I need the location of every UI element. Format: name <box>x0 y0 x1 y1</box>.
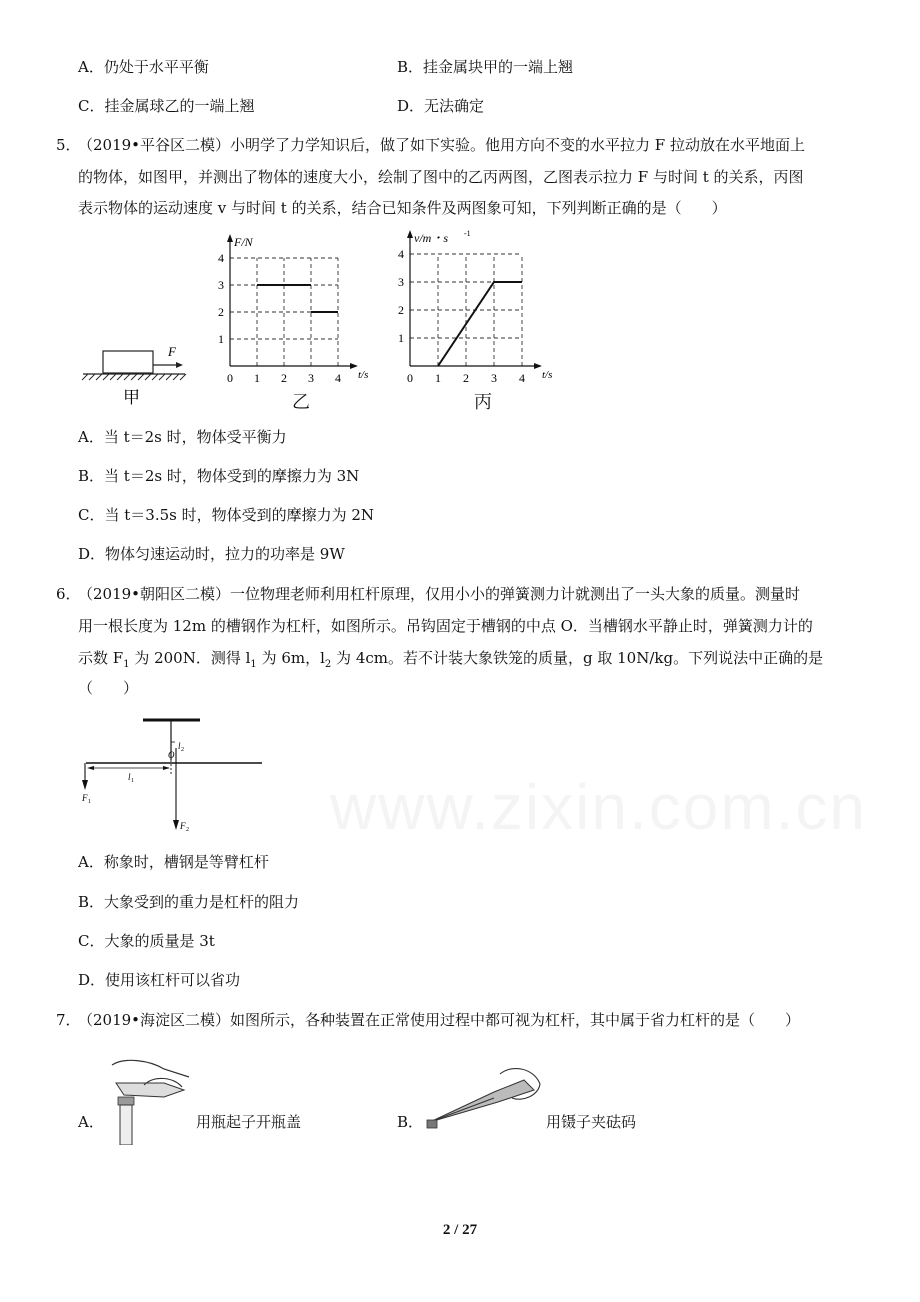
q6-stem-line1: （2019•朝阳区二模）一位物理老师利用杠杆原理，仅用小小的弹簧测力计就测出了一头大象的质量。测量时 <box>78 585 801 603</box>
q7-number: 7． <box>56 1011 81 1029</box>
q4-option-c: C．挂金属球乙的一端上翘 <box>78 97 255 115</box>
bottle-opener-illustration <box>104 1055 194 1145</box>
q5-number: 5． <box>56 136 81 154</box>
q6-option-b: B．大象受到的重力是杠杆的阻力 <box>78 893 300 911</box>
y-tick-label: 4 <box>218 251 224 265</box>
y-tick-label: 2 <box>398 303 404 317</box>
y-axis-arrow <box>227 234 233 242</box>
q7-option-b-letter: B． <box>397 1113 424 1131</box>
y-axis-label: v/m・s <box>414 231 448 245</box>
x-axis-arrow <box>350 363 358 369</box>
y-tick-label: 1 <box>398 331 404 345</box>
svg-text:1: 1 <box>131 778 134 784</box>
y-tick-label: 1 <box>218 332 224 346</box>
series-line <box>438 282 522 366</box>
q7-option-a-letter: A． <box>78 1113 104 1131</box>
l2-label: l <box>178 741 181 751</box>
tweezers-illustration <box>424 1062 544 1142</box>
y-tick-label: 3 <box>218 278 224 292</box>
q5-option-d: D．物体匀速运动时，拉力的功率是 9W <box>78 545 345 563</box>
figure-yi-label: 乙 <box>292 392 310 413</box>
q6-stem-line4: （ ） <box>78 679 139 697</box>
q7-option-a-text: 用瓶起子开瓶盖 <box>196 1113 302 1131</box>
watermark <box>330 770 867 844</box>
svg-text:2: 2 <box>181 747 184 753</box>
x-tick-label: 1 <box>254 371 260 385</box>
q7-option-b-text: 用镊子夹砝码 <box>546 1113 637 1131</box>
q6-option-d: D．使用该杠杆可以省功 <box>78 971 241 989</box>
x-tick-label: 4 <box>519 371 525 385</box>
x-tick-label: 4 <box>335 371 341 385</box>
y-axis-label-superscript: -1 <box>464 230 471 238</box>
pivot-o-label: O <box>168 750 175 760</box>
y-axis-arrow <box>407 230 413 238</box>
force-label: F <box>168 344 176 359</box>
l1-label: l <box>128 772 131 782</box>
figure-bing-label: 丙 <box>474 392 492 413</box>
x-axis-label: t/s <box>358 369 369 381</box>
svg-text:2: 2 <box>186 827 189 833</box>
q6-option-a: A．称象时，槽钢是等臂杠杆 <box>78 853 269 871</box>
chart-bing <box>396 230 566 390</box>
y-tick-label: 3 <box>398 275 404 289</box>
f1-arrow <box>82 780 88 790</box>
x-tick-label: 3 <box>308 371 314 385</box>
q5-stem-line1: （2019•平谷区二模）小明学了力学知识后，做了如下实验。他用方向不变的水平拉力 F 拉动放在水平地面上 <box>78 136 805 154</box>
q5-option-b: B．当 t＝2s 时，物体受到的摩擦力为 3N <box>78 467 360 485</box>
x-tick-label: 0 <box>407 371 413 385</box>
x-axis-arrow <box>534 363 542 369</box>
q6-stem-line3: 示数 $F_1$ 为 200N．测得 $l_1$ 为 6m，$l_2$ 为 4cm。若不计装大象铁笼的质量，g 取 10N/kg。下列说法中正确的是 <box>78 649 824 670</box>
x-tick-label: 2 <box>281 371 287 385</box>
block-object <box>103 351 153 373</box>
x-tick-label: 0 <box>227 371 233 385</box>
x-tick-label: 2 <box>463 371 469 385</box>
x-axis-label: t/s <box>542 369 553 381</box>
f1-label: F <box>82 793 88 803</box>
y-tick-label: 2 <box>218 305 224 319</box>
q5-option-c: C．当 t＝3.5s 时，物体受到的摩擦力为 2N <box>78 506 375 524</box>
f2-arrow <box>173 820 179 830</box>
q4-option-b: B．挂金属块甲的一端上翘 <box>397 58 574 76</box>
f2-label: F <box>180 821 186 831</box>
x-tick-label: 3 <box>491 371 497 385</box>
q7-stem-line1: （2019•海淀区二模）如图所示，各种装置在正常使用过程中都可视为杠杆，其中属于省力杠杆的是（ ） <box>78 1011 801 1029</box>
y-axis-label: F/N <box>234 235 253 249</box>
q5-stem-line3: 表示物体的运动速度 v 与时间 t 的关系，结合已知条件及两图象可知，下列判断正确的是（ ） <box>78 199 727 217</box>
svg-text:1: 1 <box>88 799 91 805</box>
page-number: 2 / 27 <box>442 1222 478 1238</box>
q6-stem-line2: 用一根长度为 12m 的槽钢作为杠杆，如图所示。吊钩固定于槽钢的中点 O．当槽钢水平静止时，弹簧测力计的 <box>78 617 813 635</box>
lever-figure <box>70 712 270 837</box>
figure-jia-label: 甲 <box>123 388 140 407</box>
y-tick-label: 4 <box>398 247 404 261</box>
q5-stem-line2: 的物体，如图甲，并测出了物体的速度大小，绘制了图中的乙丙两图，乙图表示拉力 F 与时间 t 的关系，丙图 <box>78 168 804 186</box>
chart-yi <box>210 230 370 390</box>
q6-number: 6． <box>56 585 81 603</box>
q4-option-d: D．无法确定 <box>397 97 485 115</box>
figure-jia <box>80 340 190 412</box>
q4-option-a: A．仍处于水平平衡 <box>78 58 209 76</box>
q5-option-a: A．当 t＝2s 时，物体受平衡力 <box>78 428 287 446</box>
x-tick-label: 1 <box>435 371 441 385</box>
q6-option-c: C．大象的质量是 3t <box>78 932 215 950</box>
